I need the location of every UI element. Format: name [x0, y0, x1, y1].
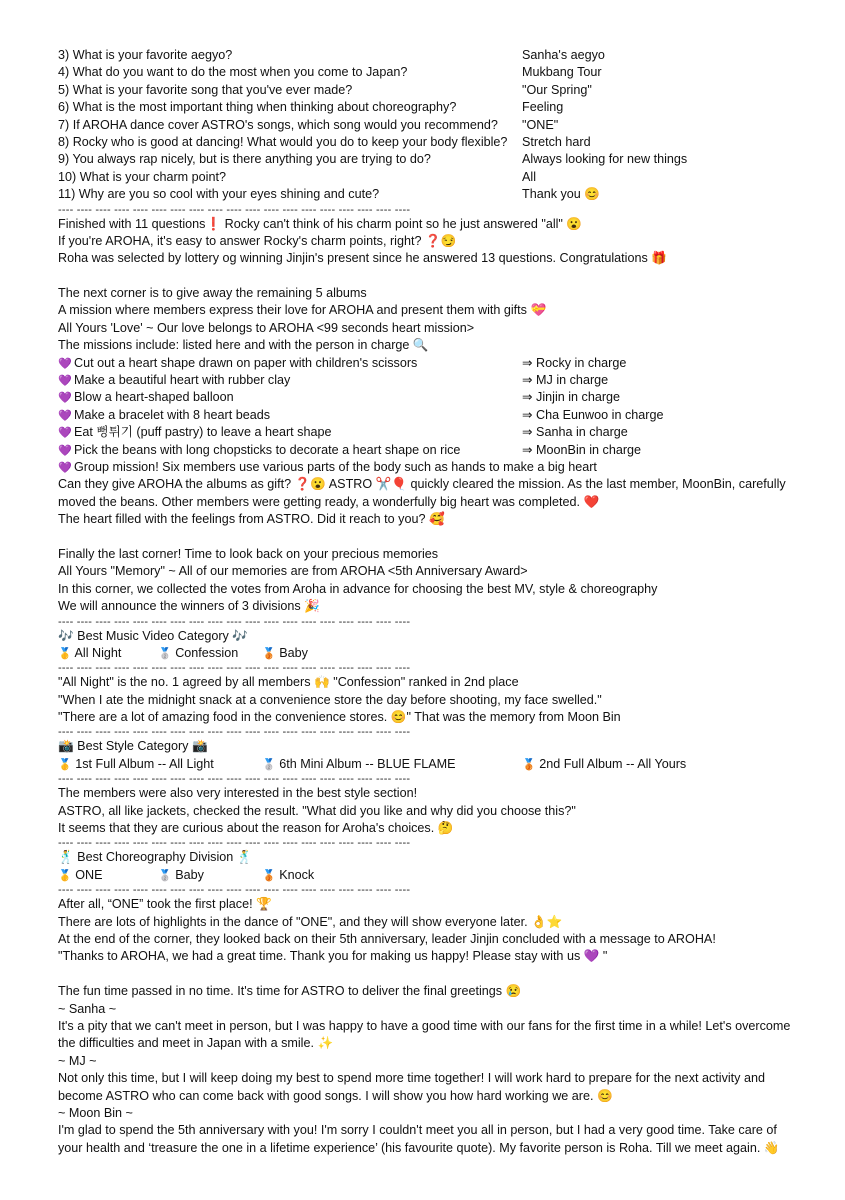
divider: ---- ---- ---- ---- ---- ---- ---- ---- ---- ---- ---- ---- ---- ---- ---- ---- ---- ---- ----	[58, 837, 411, 850]
gold-medal-icon: 🥇	[58, 868, 72, 882]
paragraph: Can they give AROHA the albums as gift? ❓😮 ASTRO ✂️🎈 quickly cleared the mission. As the last member, MoonBin, carefully moved the beans. Other members were getting ready, a wonderfully big heart was completed. ❤️	[58, 477, 786, 509]
question: 8) Rocky who is good at dancing! What would you do to keep your body flexible?	[58, 134, 508, 149]
qa-row	[58, 134, 798, 151]
qa-row	[58, 99, 798, 116]
qa-row	[58, 169, 798, 186]
blank-line	[58, 268, 798, 285]
mission-text: Make a bracelet with 8 heart beads	[74, 407, 271, 422]
answer: Feeling	[522, 100, 564, 115]
mission-owner: ⇒ MoonBin in charge	[522, 442, 642, 457]
purple-heart-icon: 💜	[58, 374, 72, 388]
answer: "Our Spring"	[522, 82, 592, 97]
text-line: "Thanks to AROHA, we had a great time. Thank you for making us happy! Please stay with us 💜 "	[58, 949, 608, 964]
second-place: Confession	[175, 645, 239, 660]
text-line: All Yours "Memory" ~ All of our memories are from AROHA <5th Anniversary Award>	[58, 564, 528, 579]
mission-item	[58, 442, 798, 459]
qa-list	[58, 47, 798, 204]
mission-owner: ⇒ Cha Eunwoo in charge	[522, 407, 664, 422]
text-line: Finished with 11 questions❗ Rocky can't think of his charm point so he just answered "all" 😮	[58, 216, 583, 231]
award-row-choreo	[58, 867, 798, 884]
third-place: Baby	[279, 645, 308, 660]
answer: Sanha's aegyo	[522, 48, 605, 62]
first-place: ONE	[75, 867, 103, 882]
mission-text: Eat 뻥튀기 (puff pastry) to leave a heart shape	[74, 425, 332, 440]
bronze-medal-icon: 🥉	[522, 757, 536, 771]
qa-row	[58, 186, 798, 203]
text-line: "All Night" is the no. 1 agreed by all members 🙌 "Confession" ranked in 2nd place	[58, 675, 519, 690]
mission-text: Pick the beans with long chopsticks to decorate a heart shape on rice	[74, 442, 461, 457]
question: 6) What is the most important thing when thinking about choreography?	[58, 100, 457, 115]
first-place: 1st Full Album -- All Light	[75, 756, 214, 771]
section-title-choreo: 🕺 Best Choreography Division 🕺	[58, 850, 253, 865]
answer: All	[522, 169, 536, 184]
text-line: ASTRO, all like jackets, checked the result. "What did you like and why did you choose this?"	[58, 803, 576, 818]
award-row-mv	[58, 645, 798, 662]
mission-item	[58, 407, 798, 424]
purple-heart-icon: 💜	[58, 356, 72, 370]
greeting-name: ~ Sanha ~	[58, 1001, 117, 1016]
mission-text: Group mission! Six members use various parts of the body such as hands to make a big heart	[74, 459, 597, 474]
qa-row	[58, 151, 798, 168]
text-line: If you're AROHA, it's easy to answer Rocky's charm points, right? ❓😏	[58, 233, 457, 248]
greeting-name: ~ Moon Bin ~	[58, 1105, 133, 1120]
blank-line	[58, 529, 798, 546]
mission-item	[58, 372, 798, 389]
text-line: Roha was selected by lottery og winning Jinjin's present since he answered 13 questions. Congratulations 🎁	[58, 251, 667, 266]
second-place: Baby	[175, 867, 204, 882]
mission-owner: ⇒ Rocky in charge	[522, 355, 627, 370]
first-place: All Night	[74, 645, 122, 660]
question: 4) What do you want to do the most when you come to Japan?	[58, 65, 408, 80]
text-line: All Yours 'Love' ~ Our love belongs to AROHA <99 seconds heart mission>	[58, 320, 475, 335]
purple-heart-icon: 💜	[58, 408, 72, 422]
qa-row	[58, 117, 798, 134]
answer: "ONE"	[522, 117, 559, 132]
mission-text: Blow a heart-shaped balloon	[74, 390, 234, 405]
question: 5) What is your favorite song that you've ever made?	[58, 82, 353, 97]
text-line: The members were also very interested in the best style section!	[58, 786, 418, 801]
greeting-message: I'm glad to spend the 5th anniversary with you! I'm sorry I couldn't meet you all in person, but I had a very good time. Take care of your health and ‘treasure the one in a lifetime experience’ (his favourite quote). My favorite person is Roha. Till we meet again. 👋	[58, 1123, 780, 1155]
question: 11) Why are you so cool with your eyes shining and cute?	[58, 187, 380, 202]
text-line: The missions include: listed here and with the person in charge 🔍	[58, 338, 429, 353]
text-line: The next corner is to give away the remaining 5 albums	[58, 286, 367, 301]
purple-heart-icon: 💜	[58, 460, 72, 474]
question: 9) You always rap nicely, but is there anything you are trying to do?	[58, 152, 431, 167]
question: 10) What is your charm point?	[58, 169, 226, 184]
section-title-mv: 🎶 Best Music Video Category 🎶	[58, 628, 249, 643]
greeting-message: It's a pity that we can't meet in person, but I was happy to have a good time with our fans for the first time in a while! Let's overcome the difficulties and meet in Japan with a smile. ✨	[58, 1018, 791, 1051]
text-line: There are lots of highlights in the dance of "ONE", and they will show everyone later. 👌⭐	[58, 914, 563, 929]
divider: ---- ---- ---- ---- ---- ---- ---- ---- ---- ---- ---- ---- ---- ---- ---- ---- ---- ---- ----	[58, 662, 411, 675]
mission-text: Make a beautiful heart with rubber clay	[74, 373, 291, 388]
mission-item	[58, 424, 798, 441]
divider: ---- ---- ---- ---- ---- ---- ---- ---- ---- ---- ---- ---- ---- ---- ---- ---- ---- ---- ----	[58, 726, 411, 739]
silver-medal-icon: 🥈	[158, 646, 172, 660]
mission-item	[58, 389, 798, 406]
silver-medal-icon: 🥈	[262, 757, 276, 771]
mission-owner: ⇒ Jinjin in charge	[522, 390, 621, 405]
purple-heart-icon: 💜	[58, 426, 72, 440]
third-place: Knock	[279, 867, 315, 882]
blank-line	[58, 966, 798, 983]
greeting-name: ~ MJ ~	[58, 1053, 97, 1068]
mission-text: Cut out a heart shape drawn on paper with children's scissors	[74, 355, 418, 370]
answer: Mukbang Tour	[522, 65, 602, 80]
text-line: Finally the last corner! Time to look back on your precious memories	[58, 546, 439, 561]
qa-row	[58, 82, 798, 99]
question: 3) What is your favorite aegyo?	[58, 48, 233, 62]
second-place: 6th Mini Album -- BLUE FLAME	[279, 756, 456, 771]
bronze-medal-icon: 🥉	[262, 646, 276, 660]
bronze-medal-icon: 🥉	[262, 868, 276, 882]
answer: Stretch hard	[522, 134, 591, 149]
text-line: It seems that they are curious about the reason for Aroha's choices. 🤔	[58, 821, 454, 836]
award-row-style	[58, 756, 798, 773]
text-line: At the end of the corner, they looked back on their 5th anniversary, leader Jinjin concluded with a message to AROHA!	[58, 932, 716, 946]
qa-row	[58, 47, 798, 64]
question: 7) If AROHA dance cover ASTRO's songs, which song would you recommend?	[58, 117, 498, 132]
silver-medal-icon: 🥈	[158, 868, 172, 882]
text-line: After all, “ONE” took the first place! 🏆	[58, 897, 272, 912]
text-line: A mission where members express their love for AROHA and present them with gifts 💝	[58, 303, 547, 318]
mission-owner: ⇒ Sanha in charge	[522, 425, 628, 440]
answer: Always looking for new things	[522, 152, 688, 167]
divider: ---- ---- ---- ---- ---- ---- ---- ---- ---- ---- ---- ---- ---- ---- ---- ---- ---- ---- ----	[58, 203, 411, 216]
divider: ---- ---- ---- ---- ---- ---- ---- ---- ---- ---- ---- ---- ---- ---- ---- ---- ---- ---- ----	[58, 615, 411, 628]
document-page	[58, 47, 798, 1157]
mission-owner: ⇒ MJ in charge	[522, 373, 609, 388]
mission-item	[58, 459, 798, 476]
text-line: The fun time passed in no time. It's time for ASTRO to deliver the final greetings 😢	[58, 984, 522, 999]
text-line: "There are a lot of amazing food in the convenience stores. 😊" That was the memory from Moon Bin	[58, 710, 621, 725]
divider: ---- ---- ---- ---- ---- ---- ---- ---- ---- ---- ---- ---- ---- ---- ---- ---- ---- ---- ----	[58, 884, 411, 897]
greeting-message: Not only this time, but I will keep doing my best to spend more time together! I will work hard to prepare for the next activity and become ASTRO who can come back with good songs. I will show you how hard working we are. 😊	[58, 1071, 765, 1103]
text-line: In this corner, we collected the votes from Aroha in advance for choosing the best MV, style & choreography	[58, 581, 658, 596]
mission-item	[58, 355, 798, 372]
mission-list	[58, 355, 798, 477]
gold-medal-icon: 🥇	[58, 646, 72, 660]
text-line: The heart filled with the feelings from ASTRO. Did it reach to you? 🥰	[58, 512, 445, 527]
purple-heart-icon: 💜	[58, 443, 72, 457]
answer: Thank you 😊	[522, 187, 600, 202]
qa-row	[58, 64, 798, 81]
text-line: We will announce the winners of 3 divisions 🎉	[58, 599, 320, 614]
third-place: 2nd Full Album -- All Yours	[539, 756, 687, 771]
purple-heart-icon: 💜	[58, 391, 72, 405]
divider: ---- ---- ---- ---- ---- ---- ---- ---- ---- ---- ---- ---- ---- ---- ---- ---- ---- ---- ----	[58, 773, 411, 786]
text-line: "When I ate the midnight snack at a convenience store the day before shooting, my face swelled."	[58, 692, 602, 707]
section-title-style: 📸 Best Style Category 📸	[58, 739, 208, 754]
gold-medal-icon: 🥇	[58, 757, 72, 771]
